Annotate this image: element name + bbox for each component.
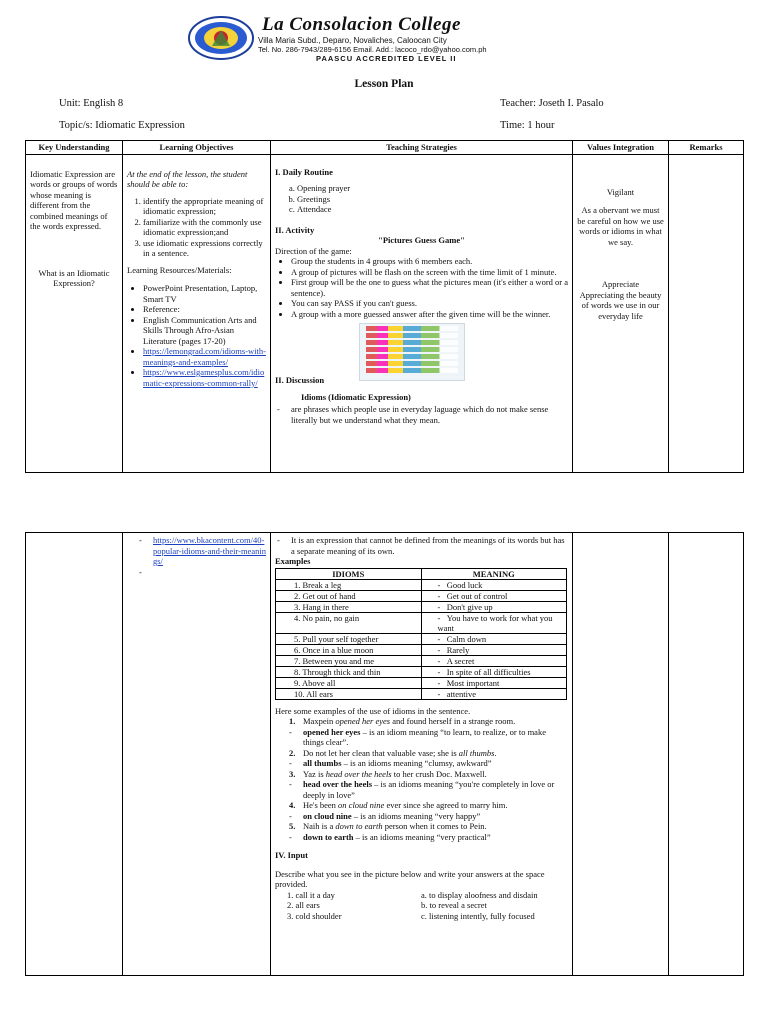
meaning-cell: - Most important — [421, 677, 567, 688]
matching-definition: b. to reveal a secret — [421, 900, 487, 910]
example-sentences — [275, 716, 568, 842]
meaning-cell: - Good luck — [421, 579, 567, 590]
idiom-cell: 6. Once in a blue moon — [276, 644, 422, 655]
idiom-bold: opened her eyes — [303, 726, 361, 737]
resources-list — [127, 283, 266, 388]
sentence-number: - — [289, 779, 292, 789]
list-item: • You can say PASS if you can't guess. — [291, 298, 568, 309]
page-title: Lesson Plan — [354, 78, 414, 90]
sentence-text: and found herself in a strange room. — [390, 716, 516, 726]
values-cell — [573, 154, 669, 472]
unit-label: Unit: English 8 — [59, 98, 124, 109]
sentence-text: – is an idioms meaning “you're completely in love or deeply in love” — [303, 779, 555, 800]
lesson-plan-table-continued — [25, 532, 744, 976]
key-understanding-cell — [26, 533, 123, 976]
value-vigilant-title: Vigilant — [606, 186, 635, 197]
example-sentence — [289, 769, 568, 780]
list-item: a. Opening prayer — [297, 183, 568, 194]
meaning-col-header: MEANING — [421, 568, 567, 579]
sentence-text: – is an idiom meaning “to learn, to realize, or to make things clear”. — [303, 726, 546, 747]
accreditation: PAASCU ACCREDITED LEVEL II — [316, 54, 457, 63]
idioms-definition-list — [275, 404, 568, 425]
list-item: • Reference: — [143, 304, 266, 315]
input-title: IV. Input — [275, 850, 308, 860]
list-item: • First group will be the one to guess what the pictures mean (it's either a word or a sentence). — [291, 277, 568, 298]
matching-definition: c. listening intently, fully focused — [421, 910, 535, 921]
discussion-title: II. Discussion — [275, 375, 325, 385]
sentence-number: - — [289, 831, 292, 842]
matching-term: 2. all ears — [287, 900, 320, 910]
meaning-cell: - Rarely — [421, 644, 567, 655]
list-item: 2. familiarize with the commonly use idiomatic expression;and — [143, 217, 266, 238]
game-steps — [275, 256, 568, 319]
daily-routine-title: I. Daily Routine — [275, 166, 333, 177]
objectives-cell — [123, 533, 271, 976]
meaning-cell: - You have to work for what you want — [421, 612, 567, 633]
resources-label: Learning Resources/Materials: — [127, 264, 232, 275]
value-appreciate-text: Appreciating the beauty of words we use in our everyday life — [579, 289, 662, 321]
table-row — [26, 154, 744, 472]
page-1 — [0, 0, 768, 475]
sentence-text: – is an idioms meaning “very practical” — [353, 831, 491, 842]
examples-intro: Here some examples of the use of idioms in the sentence. — [275, 705, 471, 716]
table-header-row — [26, 141, 744, 155]
list-item: 3. use idiomatic expressions correctly in a sentence. — [143, 238, 266, 259]
matching-item — [287, 900, 568, 911]
lesson-plan-table — [25, 140, 744, 473]
college-seal-logo — [188, 16, 254, 60]
list-item: 1. identify the appropriate meaning of idiomatic expression; — [143, 196, 266, 217]
list-item: - are phrases which people use in everyday laguage which do not make sense literally but we understand what they mean. — [275, 404, 568, 425]
key-definition: Idiomatic Expression are words or groups of words whose meaning is different from the combined meanings of the words expressed. — [30, 168, 118, 231]
idiom-row — [276, 655, 567, 666]
col-values-integration: Values Integration — [573, 141, 669, 155]
idiom-row — [276, 612, 567, 633]
idiom-cell: 8. Through thick and thin — [276, 666, 422, 677]
page-gap — [0, 475, 768, 527]
sentence-text: Naih is a — [303, 821, 336, 831]
idiom-emphasis: head over the heels — [325, 768, 392, 779]
game-picture-image — [359, 323, 465, 381]
idiom-cell: 4. No pain, no gain — [276, 612, 422, 633]
list-item: • A group of pictures will be flash on the screen with the time limit of 1 minute. — [291, 267, 568, 278]
value-vigilant-text: As a obervant we must be careful on how we use words or idioms in what we say. — [577, 205, 664, 247]
idiom-row — [276, 666, 567, 677]
college-address: Villa Maria Subd., Deparo, Novaliches, Caloocan City — [258, 36, 447, 45]
list-item: • A group with a more guessed answer after the given time will be the winner. — [291, 309, 568, 320]
idiom-row — [276, 644, 567, 655]
idiom-bold: head over the heels — [303, 779, 373, 789]
idioms-definition-list — [275, 535, 568, 556]
col-remarks: Remarks — [669, 141, 744, 155]
objectives-intro: At the end of the lesson, the student should be able to: — [127, 168, 248, 189]
matching-item — [287, 911, 568, 922]
example-sentence — [289, 716, 568, 727]
key-understanding-cell — [26, 154, 123, 472]
college-contact: Tel. No. 286-7943/289-6156 Email. Add.: lacoco_rdo@yahoo.com.ph — [258, 45, 487, 54]
idiom-cell: 1. Break a leg — [276, 579, 422, 590]
sentence-number: - — [289, 726, 292, 737]
daily-routine-list — [275, 183, 568, 215]
idiom-bold: down to earth — [303, 831, 354, 842]
list-item — [137, 535, 266, 567]
meaning-cell: - In spite of all difficulties — [421, 666, 567, 677]
matching-term: 1. call it a day — [287, 889, 335, 900]
example-sentence — [289, 832, 568, 843]
example-sentence — [289, 800, 568, 811]
idiom-cell: 3. Hang in there — [276, 601, 422, 612]
list-item: - It is an expression that cannot be defined from the meanings of its words but has a separate meaning of its own. — [275, 535, 568, 556]
idiom-row — [276, 677, 567, 688]
objectives-cell — [123, 154, 271, 472]
key-question: What is an Idiomatic Expression? — [38, 267, 110, 288]
sentence-text: Yaz is — [303, 768, 326, 779]
sentence-text: person when it comes to Pein. — [382, 821, 487, 831]
values-cell — [573, 533, 669, 976]
col-key-understanding: Key Understanding — [26, 141, 123, 155]
meaning-cell: - A secret — [421, 655, 567, 666]
sentence-number: - — [289, 758, 292, 768]
topic-label: Topic/s: Idiomatic Expression — [59, 120, 185, 131]
matching-definition: a. to display aloofness and disdain — [421, 889, 538, 900]
meaning-cell: - Calm down — [421, 633, 567, 644]
time-label: Time: 1 hour — [500, 120, 555, 131]
idioms-table — [275, 568, 567, 700]
remarks-cell — [669, 154, 744, 472]
example-sentence — [289, 748, 568, 759]
sentence-text: . — [494, 747, 497, 758]
reference-link-eslgamesplus[interactable]: https://www.eslgamesplus.com/idiomatic-expressions-common-rally/ — [143, 367, 265, 388]
idiom-emphasis: opened her eyes — [335, 716, 391, 726]
idioms-header-row — [276, 568, 567, 579]
matching-term: 3. cold shoulder — [287, 910, 342, 921]
reference-link-bkacontent[interactable]: https://www.bkacontent.com/40-popular-idioms-and-their-meanings/ — [153, 535, 266, 566]
idiom-cell: 5. Pull your self together — [276, 633, 422, 644]
sentence-text: to her crush Doc. Maxwell. — [391, 768, 487, 779]
idiom-cell: 9. Above all — [276, 677, 422, 688]
idiom-cell: 2. Get out of hand — [276, 590, 422, 601]
matching-list — [275, 890, 568, 922]
idiom-row — [276, 601, 567, 612]
reference-link-lemongrad[interactable]: https://lemongrad.com/idioms-with-meanings-and-examples/ — [143, 346, 267, 367]
col-learning-objectives: Learning Objectives — [123, 141, 271, 155]
sentence-text: He's been — [303, 800, 339, 810]
idiom-emphasis: all thumbs — [458, 747, 495, 758]
table-row — [26, 533, 744, 976]
sentence-number: 3. — [289, 768, 296, 779]
idioms-col-header: IDIOMS — [276, 568, 422, 579]
page-2 — [0, 527, 768, 1024]
meaning-cell: - Get out of control — [421, 590, 567, 601]
sentence-number: - — [289, 810, 292, 821]
example-sentence — [289, 727, 568, 748]
idiom-bold: all thumbs — [303, 758, 342, 768]
idiom-emphasis: on cloud nine — [338, 800, 385, 810]
idiom-emphasis: down to earth — [335, 821, 383, 831]
idiom-cell: 7. Between you and me — [276, 655, 422, 666]
sentence-text: Do not let her clean that valuable vase; she is — [303, 747, 459, 758]
idiom-bold: on cloud nine — [303, 810, 352, 821]
sentence-number: 5. — [289, 821, 296, 831]
list-item: • Group the students in 4 groups with 6 members each. — [291, 256, 568, 267]
idiom-row — [276, 633, 567, 644]
sentence-text: – is an idioms meaning “clumsy, awkward” — [341, 758, 492, 768]
example-sentence — [289, 821, 568, 832]
example-sentence — [289, 779, 568, 800]
sentence-text: Maxpein — [303, 716, 336, 726]
idiom-cell: 10. All ears — [276, 688, 422, 699]
col-teaching-strategies: Teaching Strategies — [271, 141, 573, 155]
idiom-row — [276, 579, 567, 590]
sentence-number: 4. — [289, 800, 296, 810]
strategies-cell — [271, 154, 573, 472]
list-item: c. Attendace — [297, 204, 568, 215]
college-name: La Consolacion College — [262, 14, 461, 35]
matching-item — [287, 890, 568, 901]
sentence-number: 1. — [289, 716, 296, 726]
remarks-cell — [669, 533, 744, 976]
list-item: b. Greetings — [297, 194, 568, 205]
list-item: • English Communication Arts and Skills Through Afro-Asian Literature (pages 17-20) — [143, 315, 266, 347]
example-sentence — [289, 811, 568, 822]
idiom-row — [276, 590, 567, 601]
meaning-cell: - attentive — [421, 688, 567, 699]
value-appreciate-title: Appreciate — [601, 279, 640, 289]
idiom-row — [276, 688, 567, 699]
teacher-label: Teacher: Joseth I. Pasalo — [500, 98, 604, 109]
input-instructions: Describe what you see in the picture below and write your answers at the space provided. — [275, 868, 545, 889]
activity-title: II. Activity — [275, 224, 315, 235]
more-links — [127, 535, 266, 567]
list-item: • PowerPoint Presentation, Laptop, Smart TV — [143, 283, 266, 304]
game-title: "Pictures Guess Game" — [378, 235, 465, 245]
objectives-list — [127, 196, 266, 259]
examples-label: Examples — [275, 556, 311, 566]
example-sentence — [289, 758, 568, 769]
sentence-number: 2. — [289, 747, 296, 758]
meaning-cell: - Don't give up — [421, 601, 567, 612]
strategies-cell — [271, 533, 573, 976]
sentence-text: – is an idioms meaning “very happy” — [351, 810, 481, 821]
list-item — [143, 346, 266, 367]
idioms-heading: Idioms (Idiomatic Expression) — [301, 391, 411, 402]
sentence-text: ever since she agreed to marry him. — [384, 800, 508, 810]
list-item — [143, 367, 266, 388]
game-direction: Direction of the game: — [275, 245, 352, 256]
